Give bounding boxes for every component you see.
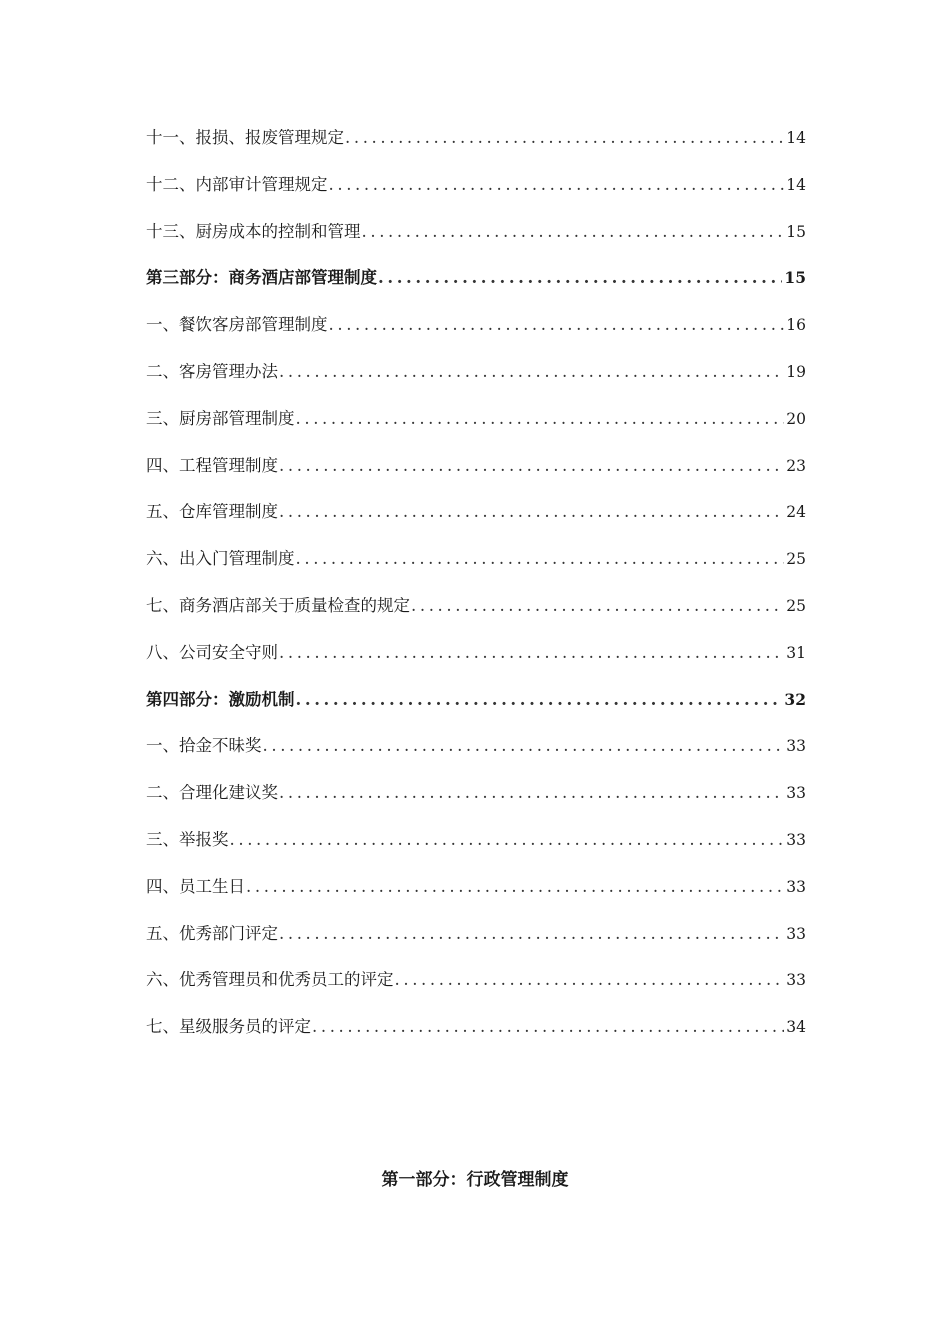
toc-entry[interactable] — [146, 360, 806, 407]
toc-entry-title: 七、商务酒店部关于质量检查的规定 — [146, 595, 410, 615]
toc-entry-title: 十一、报损、报废管理规定 — [146, 128, 344, 147]
toc-entry-title: 五、仓库管理制度 — [146, 502, 278, 522]
toc-page-number: 23 — [786, 456, 806, 475]
toc-page-number: 33 — [786, 830, 806, 849]
toc-entry-title: 三、举报奖 — [146, 829, 229, 849]
toc-entry[interactable] — [146, 828, 806, 875]
toc-page-number: 25 — [786, 596, 806, 615]
toc-entry[interactable] — [146, 454, 806, 501]
toc-entry-title: 二、合理化建议奖 — [146, 783, 278, 803]
toc-entry[interactable] — [146, 547, 806, 594]
toc-entry[interactable] — [146, 922, 806, 969]
toc-dot-leader — [230, 828, 785, 852]
toc-entry[interactable] — [146, 968, 806, 1015]
toc-dot-leader — [296, 688, 783, 712]
toc-entry-title: 十三、厨房成本的控制和管理 — [146, 221, 361, 241]
toc-entry[interactable] — [146, 641, 806, 688]
toc-entry-title: 一、拾金不昧奖 — [146, 736, 262, 756]
toc-page-number: 20 — [786, 409, 806, 428]
toc-dot-leader — [362, 220, 785, 244]
toc-entry[interactable] — [146, 1015, 806, 1062]
toc-dot-leader — [411, 594, 784, 618]
toc-page-number: 31 — [786, 643, 806, 662]
toc-dot-leader — [279, 781, 784, 805]
toc-part-entry[interactable] — [146, 266, 806, 313]
section-heading: 第一部分：行政管理制度 — [381, 1170, 569, 1190]
toc-page-number: 24 — [786, 503, 806, 522]
toc-dot-leader — [279, 500, 784, 524]
toc-entry-title: 一、餐饮客房部管理制度 — [146, 315, 328, 335]
toc-page-number: 14 — [786, 129, 806, 147]
toc-page-number: 33 — [786, 737, 806, 756]
toc-dot-leader — [279, 360, 784, 384]
toc-entry[interactable] — [146, 594, 806, 641]
toc-page-number: 15 — [786, 222, 806, 241]
toc-entry-title: 五、优秀部门评定 — [146, 923, 278, 943]
toc-entry-title: 六、优秀管理员和优秀员工的评定 — [146, 970, 394, 990]
toc-dot-leader — [296, 547, 785, 571]
toc-page-number: 32 — [784, 689, 806, 709]
toc-dot-leader — [279, 454, 784, 478]
toc-page-number: 16 — [786, 316, 806, 335]
toc-entry[interactable] — [146, 407, 806, 454]
toc-entry-title: 四、工程管理制度 — [146, 455, 278, 475]
toc-page-number: 25 — [786, 550, 806, 569]
toc-entry-title: 第四部分：激励机制 — [146, 689, 295, 709]
toc-dot-leader — [263, 734, 785, 758]
toc-entry-title: 六、出入门管理制度 — [146, 549, 295, 569]
toc-entry[interactable] — [146, 313, 806, 360]
toc-dot-leader — [279, 922, 784, 946]
toc-page-number: 34 — [786, 1018, 806, 1037]
toc-entry[interactable] — [146, 734, 806, 781]
toc-dot-leader — [345, 126, 784, 150]
toc-entry-title: 四、员工生日 — [146, 876, 245, 896]
toc-page-number: 33 — [786, 971, 806, 990]
toc-dot-leader — [329, 173, 785, 197]
toc-entry[interactable] — [146, 781, 806, 828]
toc-page-number: 15 — [784, 268, 806, 288]
toc-dot-leader — [279, 641, 784, 665]
toc-page-number: 33 — [786, 924, 806, 943]
toc-entry[interactable] — [146, 126, 806, 173]
toc-dot-leader — [312, 1015, 784, 1039]
toc-entry[interactable] — [146, 875, 806, 922]
toc-entry-title: 二、客房管理办法 — [146, 361, 278, 381]
toc-entry-title: 三、厨房部管理制度 — [146, 408, 295, 428]
toc-page-number: 33 — [786, 877, 806, 896]
toc-page-number: 19 — [786, 362, 806, 381]
toc-entry-title: 八、公司安全守则 — [146, 642, 278, 662]
toc-dot-leader — [296, 407, 785, 431]
toc-entry[interactable] — [146, 220, 806, 267]
toc-page-number: 33 — [786, 784, 806, 803]
table-of-contents — [146, 126, 806, 1062]
toc-dot-leader — [395, 968, 785, 992]
toc-dot-leader — [378, 266, 782, 290]
toc-dot-leader — [246, 875, 784, 899]
toc-entry-title: 七、星级服务员的评定 — [146, 1017, 311, 1037]
toc-dot-leader — [329, 313, 785, 337]
toc-entry-title: 第三部分：商务酒店部管理制度 — [146, 268, 377, 288]
toc-part-entry[interactable] — [146, 688, 806, 735]
toc-page-number: 14 — [786, 175, 806, 194]
toc-entry-title: 十二、内部审计管理规定 — [146, 174, 328, 194]
toc-entry[interactable] — [146, 500, 806, 547]
toc-entry[interactable] — [146, 173, 806, 220]
